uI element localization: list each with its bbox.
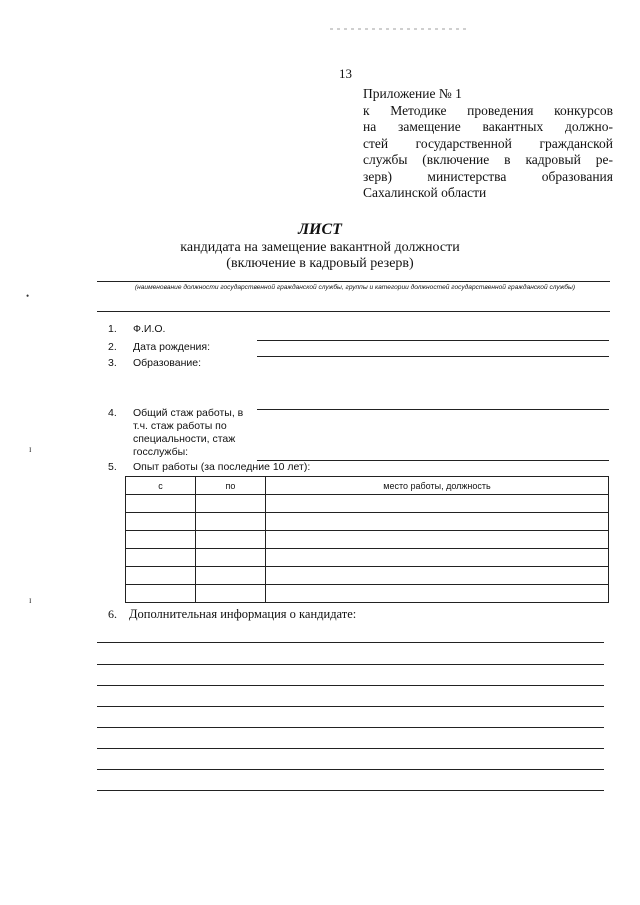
scan-noise: [330, 26, 470, 32]
subtitle-line-1: кандидата на замещение вакантной должности: [180, 240, 460, 255]
position-field-line: [97, 281, 610, 282]
cell-from[interactable]: [126, 585, 196, 603]
item-number: 3.: [108, 357, 117, 369]
item-label-birthdate: Дата рождения:: [133, 341, 210, 353]
item-label-education: Образование:: [133, 357, 201, 369]
additional-info-line[interactable]: [97, 706, 604, 707]
additional-info-line[interactable]: [97, 769, 604, 770]
table-row: [126, 513, 609, 531]
item-label-experience-total: [133, 407, 263, 459]
margin-mark: •: [26, 291, 30, 301]
cell-workplace[interactable]: [266, 513, 609, 531]
appendix-line: службы (включение в кадровый ре-: [363, 152, 613, 167]
work-experience-table: [125, 476, 609, 603]
col-header-from: с: [126, 477, 196, 495]
margin-mark: ɪ: [29, 595, 32, 605]
col-header-to: по: [196, 477, 266, 495]
cell-workplace[interactable]: [266, 495, 609, 513]
table-header-row: [126, 477, 609, 495]
label-line: т.ч. стаж работы по: [133, 420, 227, 432]
additional-info-line[interactable]: [97, 685, 604, 686]
fio-field-line: [257, 340, 609, 341]
education-field-line: [257, 409, 609, 410]
item-number: 2.: [108, 341, 117, 353]
label-line: госслужбы:: [133, 446, 189, 458]
additional-info-line[interactable]: [97, 727, 604, 728]
label-line: Общий стаж работы, в: [133, 407, 244, 419]
cell-workplace[interactable]: [266, 585, 609, 603]
appendix-line: зерв) министерства образования: [363, 168, 613, 184]
cell-to[interactable]: [196, 549, 266, 567]
label-line: специальности, стаж: [133, 433, 236, 445]
cell-from[interactable]: [126, 567, 196, 585]
birthdate-field-line: [257, 356, 609, 357]
appendix-line: Приложение № 1: [363, 86, 462, 101]
item-label-fio: Ф.И.О.: [133, 323, 166, 335]
table-row: [126, 549, 609, 567]
appendix-line: Сахалинской области: [363, 185, 487, 200]
cell-workplace[interactable]: [266, 567, 609, 585]
additional-info-line[interactable]: [97, 664, 604, 665]
cell-to[interactable]: [196, 531, 266, 549]
subtitle-line-2: (включение в кадровый резерв): [226, 256, 414, 271]
table-row: [126, 567, 609, 585]
additional-info-line[interactable]: [97, 790, 604, 791]
cell-to[interactable]: [196, 513, 266, 531]
table-row: [126, 495, 609, 513]
margin-mark: ɪ: [29, 444, 32, 454]
document-title: ЛИСТ: [298, 221, 342, 238]
item-number: 4.: [108, 407, 117, 419]
cell-to[interactable]: [196, 495, 266, 513]
appendix-line: на замещение вакантных должно-: [363, 119, 613, 134]
page-number: 13: [339, 66, 352, 81]
cell-workplace[interactable]: [266, 531, 609, 549]
item-label-work-experience: Опыт работы (за последние 10 лет):: [133, 461, 311, 473]
cell-workplace[interactable]: [266, 549, 609, 567]
cell-to[interactable]: [196, 585, 266, 603]
separator-line: [97, 311, 610, 312]
cell-from[interactable]: [126, 531, 196, 549]
cell-from[interactable]: [126, 549, 196, 567]
item-number: 1.: [108, 323, 117, 335]
position-caption: (наименование должности государственной гражданской службы, группы и категории должностей государственной гражданской службы): [134, 284, 576, 291]
additional-info-line[interactable]: [97, 748, 604, 749]
item-number: 6.: [108, 607, 117, 621]
appendix-line: к Методике проведения конкурсов: [363, 102, 613, 118]
col-header-workplace: место работы, должность: [266, 477, 609, 495]
additional-info-line[interactable]: [97, 642, 604, 643]
item-label-additional-info: Дополнительная информация о кандидате:: [129, 607, 357, 621]
item-number: 5.: [108, 461, 117, 473]
cell-to[interactable]: [196, 567, 266, 585]
appendix-block: [363, 86, 613, 202]
cell-from[interactable]: [126, 495, 196, 513]
table-row: [126, 531, 609, 549]
table-row: [126, 585, 609, 603]
cell-from[interactable]: [126, 513, 196, 531]
appendix-line: стей государственной гражданской: [363, 135, 613, 151]
